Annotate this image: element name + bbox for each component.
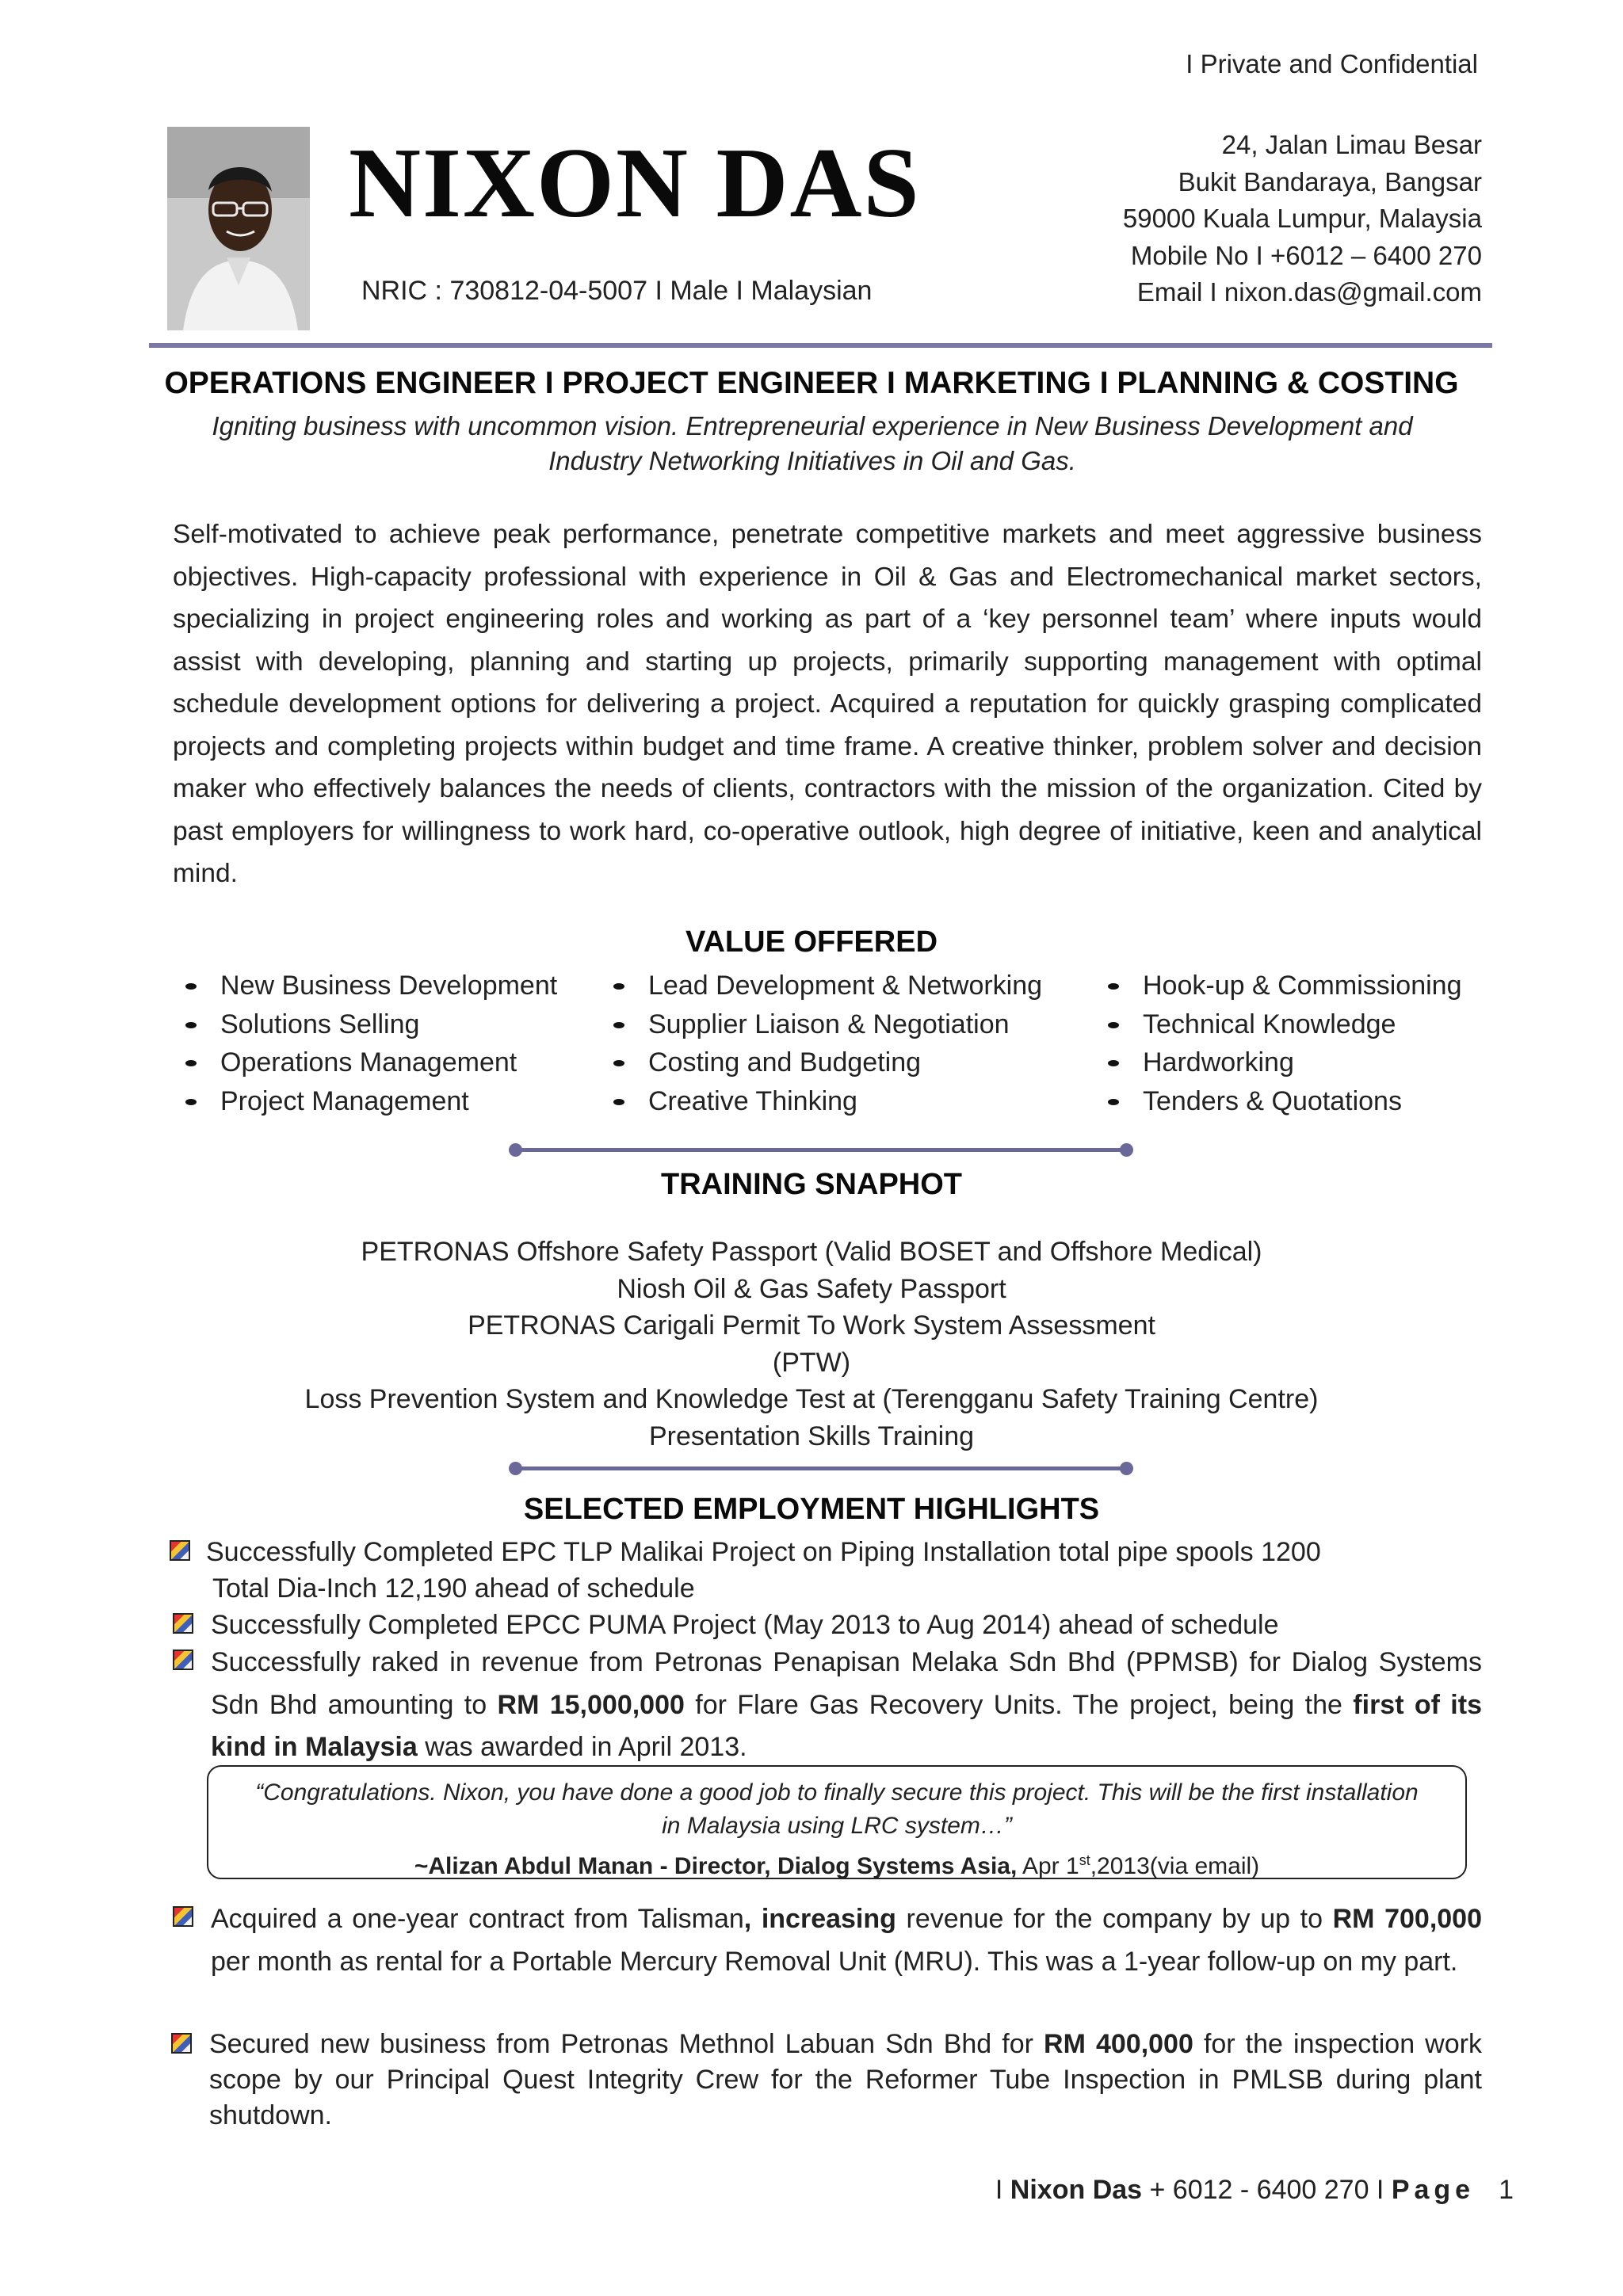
- page-number: 1: [1499, 2175, 1514, 2205]
- list-item: Project Management: [176, 1082, 557, 1121]
- highlight-4-text-c: revenue for the company by up to: [896, 1904, 1333, 1934]
- confidential-label: I Private and Confidential: [1186, 49, 1478, 78]
- training-item: (PTW): [772, 1347, 851, 1378]
- profile-photo: [167, 127, 310, 330]
- tagline-line-1: Igniting business with uncommon vision. Entrepreneurial experience in New Business Development and: [212, 411, 1413, 441]
- address-line-1: 24, Jalan Limau Besar: [1221, 130, 1482, 159]
- highlight-2: Successfully Completed EPCC PUMA Project (May 2013 to Aug 2014) ahead of schedule: [211, 1610, 1279, 1640]
- list-item: Solutions Selling: [176, 1005, 557, 1044]
- revenue-amount: RM 15,000,000: [497, 1689, 685, 1720]
- footer-page-label: Page: [1391, 2175, 1476, 2205]
- candidate-name: NIXON DAS: [349, 128, 921, 238]
- list-item: Creative Thinking: [604, 1082, 1042, 1121]
- quote-line-1: “Congratulations. Nixon, you have done a good job to finally secure this project. This will be the first installation: [255, 1779, 1419, 1806]
- list-item: New Business Development: [176, 967, 557, 1005]
- highlight-3-text-c: for Flare Gas Recovery Units. The project, being the: [684, 1689, 1354, 1720]
- quote-date-b: ,2013(via email): [1090, 1853, 1260, 1879]
- list-item: Supplier Liaison & Negotiation: [604, 1005, 1042, 1044]
- highlight-1-line-1: Successfully Completed EPC TLP Malikai Project on Piping Installation total pipe spools 1200: [206, 1537, 1321, 1567]
- testimonial-author: [208, 1843, 1465, 1884]
- highlight-5-text-a: Secured new business from Petronas Methnol Labuan Sdn Bhd for: [209, 2029, 1044, 2059]
- profile-summary: Self-motivated to achieve peak performance, penetrate competitive markets and meet aggressive business objectives. High-capacity professional with experience in Oil & Gas and Electromechanical market sectors, specializing in project engineering roles and working as part of a ‘key personnel team’ where inputs would assist with developing, planning and starting up projects, primarily supporting management with optimal schedule development options for delivering a project. Acquired a reputation for quickly grasping complicated projects and completing projects within budget and time frame. A creative thinker, problem solver and decision maker who effectively balances the needs of clients, contractors with the mission of the organization. Cited by past employers for willingness to work hard, co-operative outlook, high degree of initiative, keen and analytical mind.: [173, 520, 1482, 888]
- highlight-bullet-icon: [170, 1540, 190, 1561]
- highlight-bullet-icon: [173, 1613, 193, 1634]
- highlight-bullet-icon: [173, 1906, 193, 1927]
- email-line: Email I nixon.das@gmail.com: [1136, 277, 1482, 307]
- address-line-3: 59000 Kuala Lumpur, Malaysia: [1122, 204, 1482, 233]
- training-item: Niosh Oil & Gas Safety Passport: [617, 1273, 1006, 1304]
- testimonial-box: [207, 1765, 1467, 1879]
- quote-author: ~Alizan Abdul Manan - Director, Dialog Systems Asia,: [414, 1853, 1018, 1879]
- list-item: Technical Knowledge: [1098, 1005, 1462, 1044]
- highlight-4-text-a: Acquired a one-year contract from Talisman: [211, 1904, 744, 1934]
- mobile-line: Mobile No I +6012 – 6400 270: [1130, 240, 1482, 270]
- address-line-2: Bukit Bandaraya, Bangsar: [1178, 166, 1482, 196]
- footer-name: Nixon Das: [1010, 2175, 1143, 2205]
- value-offered-title: VALUE OFFERED: [685, 925, 938, 959]
- list-item: Lead Development & Networking: [604, 967, 1042, 1005]
- training-list: [0, 1234, 1623, 1455]
- highlight-4-text-b: , increasing: [743, 1904, 896, 1934]
- highlight-1-line-2: Total Dia-Inch 12,190 ahead of schedule: [212, 1573, 695, 1604]
- section-divider: [515, 1148, 1127, 1152]
- header-rule: [149, 343, 1492, 348]
- list-item: Hook-up & Commissioning: [1098, 967, 1462, 1005]
- value-column-2: [604, 967, 1042, 1120]
- training-item: Presentation Skills Training: [648, 1421, 975, 1451]
- inspection-amount: RM 400,000: [1044, 2029, 1193, 2059]
- tagline-line-2: Industry Networking Initiatives in Oil and Gas.: [548, 446, 1076, 475]
- testimonial-quote: [208, 1776, 1465, 1843]
- highlight-3-text-a: Successfully raked in revenue from Petronas Penapisan Melaka Sdn Bhd (PPMSB) for Dialog Systems Sdn Bhd amounting to: [211, 1647, 1482, 1720]
- highlight-5: [209, 2027, 1482, 2134]
- highlight-bullet-icon: [173, 1650, 193, 1670]
- training-item: Loss Prevention System and Knowledge Test at (Terengganu Safety Training Centre): [304, 1384, 1319, 1414]
- highlight-bullet-icon: [171, 2033, 192, 2054]
- highlight-3-text-e: was awarded in April 2013.: [417, 1732, 747, 1762]
- quote-date-sup: st: [1079, 1852, 1090, 1868]
- nric-line: NRIC : 730812-04-5007 I Male I Malaysian: [361, 276, 873, 306]
- training-title: TRAINING SNAPHOT: [661, 1168, 962, 1201]
- contact-block: [1123, 127, 1482, 311]
- first-in-malaysia: first of its kind in Malaysia: [211, 1689, 1482, 1762]
- training-item: PETRONAS Carigali Permit To Work System Assessment: [468, 1310, 1155, 1341]
- list-item: Operations Management: [176, 1043, 557, 1082]
- list-item: Costing and Budgeting: [604, 1043, 1042, 1082]
- value-column-3: [1098, 967, 1462, 1120]
- training-item: PETRONAS Offshore Safety Passport (Valid BOSET and Offshore Medical): [361, 1237, 1262, 1267]
- quote-date-a: Apr 1: [1017, 1853, 1079, 1879]
- highlights-title: SELECTED EMPLOYMENT HIGHLIGHTS: [523, 1493, 1100, 1526]
- quote-line-2: in Malaysia using LRC system…”: [662, 1813, 1012, 1839]
- list-item: Hardworking: [1098, 1043, 1462, 1082]
- page-footer: [995, 2175, 1514, 2206]
- rental-amount: RM 700,000: [1332, 1904, 1482, 1934]
- highlight-3: [211, 1642, 1482, 1769]
- tagline: [182, 409, 1442, 479]
- section-divider: [515, 1466, 1127, 1470]
- highlight-5-text-c: for the inspection work scope by our Principal Quest Integrity Crew for the Reformer Tube Inspection in PMLSB during plant shutdown.: [209, 2029, 1482, 2130]
- highlight-4: [211, 1898, 1482, 1983]
- highlight-1: [206, 1534, 1321, 1607]
- highlight-4-text-e: per month as rental for a Portable Mercury Removal Unit (MRU). This was a 1-year follow-up on my part.: [211, 1946, 1458, 1977]
- value-column-1: [176, 967, 557, 1120]
- list-item: Tenders & Quotations: [1098, 1082, 1462, 1121]
- roles-heading: OPERATIONS ENGINEER I PROJECT ENGINEER I MARKETING I PLANNING & COSTING: [164, 366, 1459, 400]
- footer-separator: I: [995, 2175, 1010, 2205]
- footer-phone: + 6012 - 6400 270 I: [1142, 2175, 1392, 2205]
